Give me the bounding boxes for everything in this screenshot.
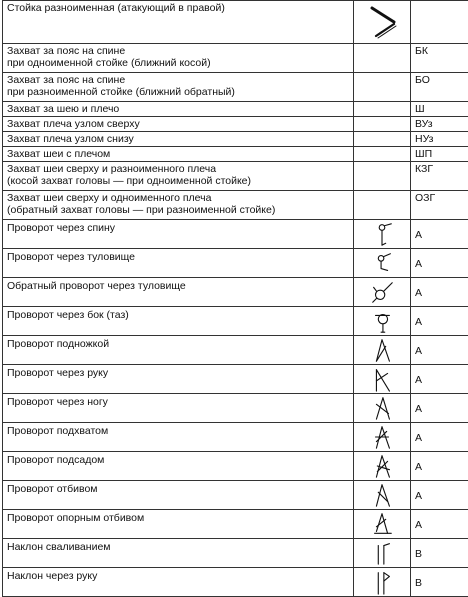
symbol-cell	[354, 191, 411, 220]
table-row	[3, 147, 468, 162]
code-cell: БК	[411, 44, 468, 73]
term-cell: Захват шеи с плечом	[3, 147, 354, 162]
throw-support-strike-icon	[358, 511, 406, 537]
throw-trip-icon	[358, 337, 406, 363]
term-cell: Захват плеча узлом сверху	[3, 117, 354, 132]
code-cell: КЗГ	[411, 162, 468, 191]
table-row	[3, 365, 468, 394]
term-cell: Наклон сваливанием	[3, 539, 354, 568]
term-cell: Проворот через бок (таз)	[3, 307, 354, 336]
term-cell: Захват шеи сверху и разноименного плеча (косой захват головы — при одноименной стойке)	[3, 162, 354, 191]
term-cell: Захват за пояс на спине при одноименной стойке (ближний косой)	[3, 44, 354, 73]
symbol-cell	[354, 162, 411, 191]
term-cell: Захват за шею и плечо	[3, 102, 354, 117]
term-cell: Проворот через ногу	[3, 394, 354, 423]
code-cell: А	[411, 423, 468, 452]
table-row	[3, 132, 468, 147]
code-cell: Ш	[411, 102, 468, 117]
code-cell: А	[411, 249, 468, 278]
code-cell: А	[411, 481, 468, 510]
term-cell: Стойка разноименная (атакующий в правой)	[3, 1, 354, 44]
term-cell: Проворот опорным отбивом	[3, 510, 354, 539]
symbol-cell	[354, 73, 411, 102]
symbol-cell	[354, 452, 411, 481]
symbol-cell	[354, 568, 411, 597]
term-cell: Проворот через руку	[3, 365, 354, 394]
term-cell: Проворот через туловище	[3, 249, 354, 278]
throw-strike-icon	[358, 482, 406, 508]
code-cell: НУз	[411, 132, 468, 147]
symbol-cell	[354, 336, 411, 365]
code-cell: ОЗГ	[411, 191, 468, 220]
table-row	[3, 102, 468, 117]
throw-hook-icon	[358, 424, 406, 450]
code-cell: А	[411, 394, 468, 423]
symbol-cell	[354, 394, 411, 423]
table-row	[3, 220, 468, 249]
table-row	[3, 510, 468, 539]
term-cell: Проворот через спину	[3, 220, 354, 249]
code-cell: А	[411, 510, 468, 539]
term-cell: Наклон через руку	[3, 568, 354, 597]
throw-torso-icon	[358, 250, 406, 276]
code-cell: А	[411, 452, 468, 481]
term-cell: Захват за пояс на спине при разноименной стойке (ближний обратный)	[3, 73, 354, 102]
symbol-cell	[354, 132, 411, 147]
throw-arm-icon	[358, 366, 406, 392]
tilt-arm-icon	[358, 569, 406, 595]
code-cell: БО	[411, 73, 468, 102]
table-row	[3, 423, 468, 452]
stance-mark-icon	[358, 2, 406, 42]
code-cell	[411, 1, 468, 44]
throw-lift-icon	[358, 453, 406, 479]
symbol-cell	[354, 423, 411, 452]
code-cell: А	[411, 336, 468, 365]
table-row	[3, 336, 468, 365]
symbol-cell	[354, 278, 411, 307]
table-row	[3, 249, 468, 278]
table-row	[3, 117, 468, 132]
symbol-cell	[354, 481, 411, 510]
code-cell: А	[411, 220, 468, 249]
symbol-cell	[354, 147, 411, 162]
symbol-cell	[354, 117, 411, 132]
symbol-cell	[354, 1, 411, 44]
tilt-drop-icon	[358, 540, 406, 566]
code-cell: А	[411, 307, 468, 336]
term-cell: Проворот отбивом	[3, 481, 354, 510]
code-cell: В	[411, 568, 468, 597]
code-cell: А	[411, 365, 468, 394]
term-cell: Обратный проворот через туловище	[3, 278, 354, 307]
term-cell: Проворот подсадом	[3, 452, 354, 481]
reverse-throw-torso-icon	[358, 279, 406, 305]
term-cell: Проворот подхватом	[3, 423, 354, 452]
code-cell: ВУз	[411, 117, 468, 132]
throw-back-icon	[358, 221, 406, 247]
code-cell: В	[411, 539, 468, 568]
code-cell: А	[411, 278, 468, 307]
table-row	[3, 44, 468, 73]
table-row	[3, 73, 468, 102]
notation-table	[2, 0, 468, 597]
table-row	[3, 481, 468, 510]
notation-table-body	[3, 1, 468, 597]
table-row	[3, 1, 468, 44]
symbol-cell	[354, 249, 411, 278]
term-cell: Проворот подножкой	[3, 336, 354, 365]
table-row	[3, 539, 468, 568]
term-cell: Захват плеча узлом снизу	[3, 132, 354, 147]
symbol-cell	[354, 44, 411, 73]
symbol-cell	[354, 220, 411, 249]
symbol-cell	[354, 307, 411, 336]
symbol-cell	[354, 510, 411, 539]
table-row	[3, 394, 468, 423]
throw-leg-icon	[358, 395, 406, 421]
table-row	[3, 191, 468, 220]
table-row	[3, 307, 468, 336]
code-cell: ШП	[411, 147, 468, 162]
table-row	[3, 568, 468, 597]
throw-hip-icon	[358, 308, 406, 334]
term-cell: Захват шеи сверху и одноименного плеча (обратный захват головы — при разноименной стойке)	[3, 191, 354, 220]
symbol-cell	[354, 365, 411, 394]
symbol-cell	[354, 102, 411, 117]
symbol-cell	[354, 539, 411, 568]
table-row	[3, 162, 468, 191]
table-row	[3, 452, 468, 481]
table-row	[3, 278, 468, 307]
